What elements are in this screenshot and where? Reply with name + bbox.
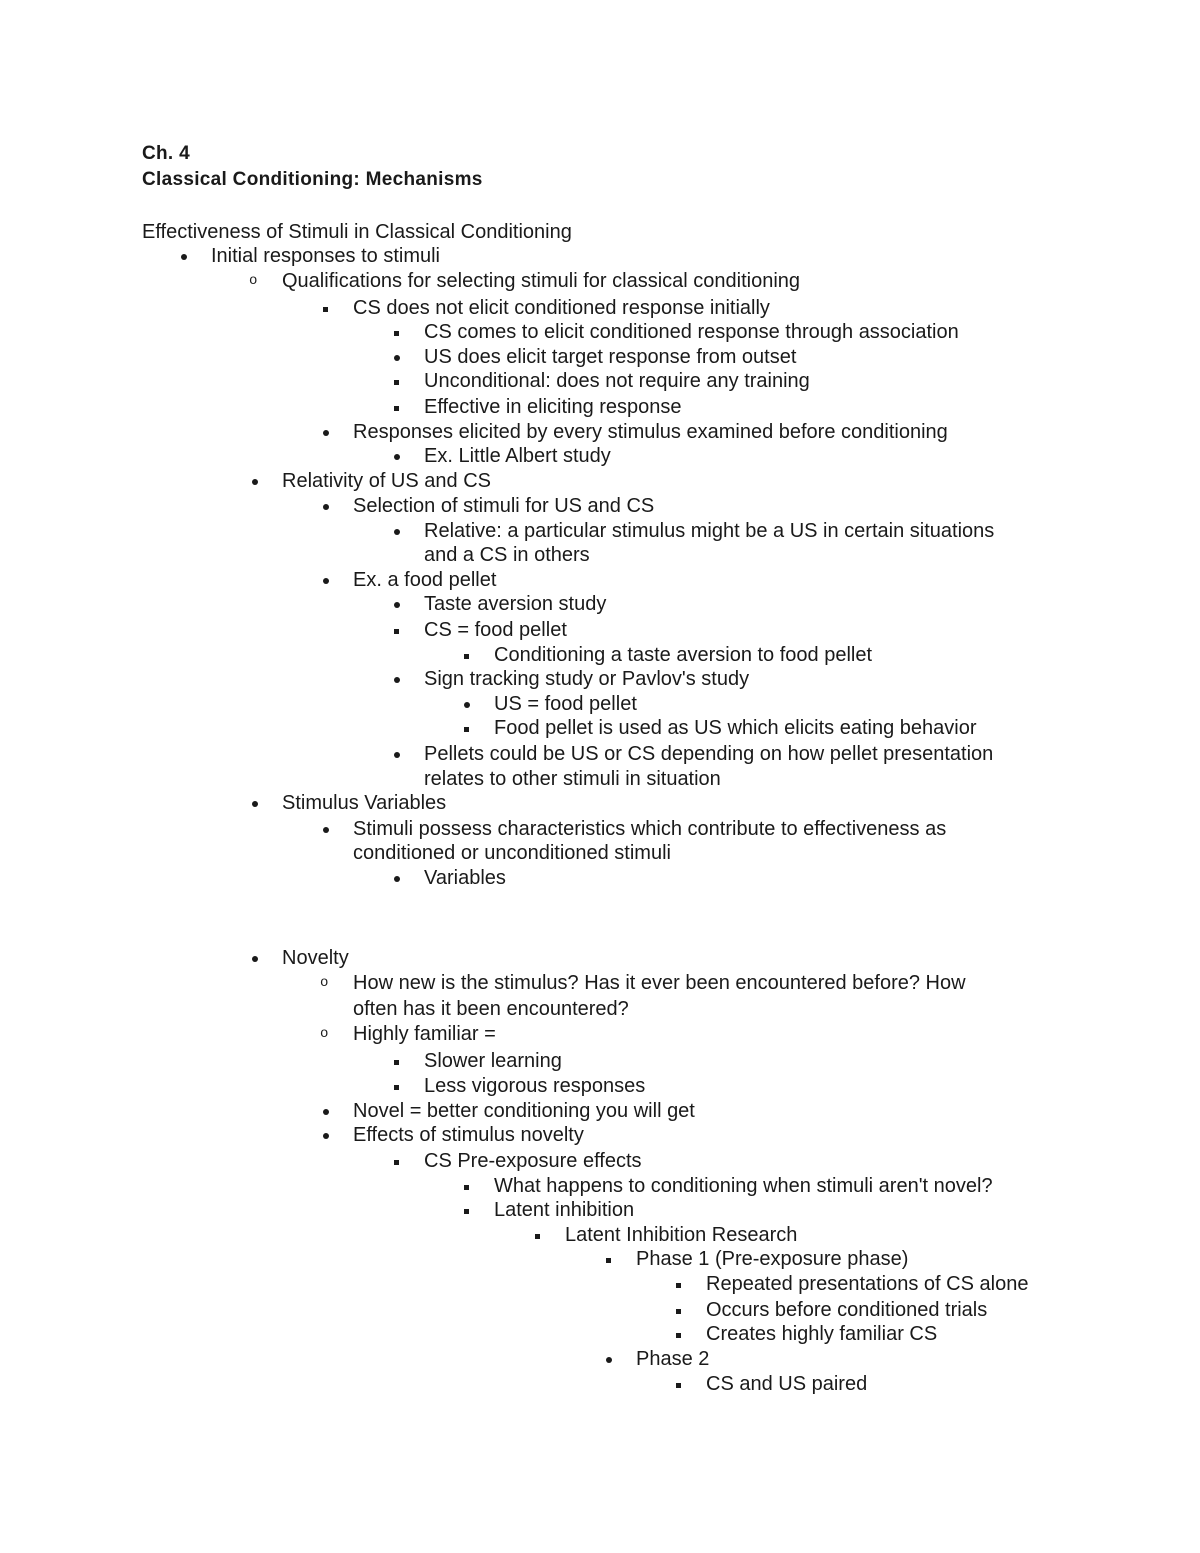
outline-item: Stimulus Variables xyxy=(282,792,447,814)
bullet-square-icon xyxy=(669,1323,689,1348)
bullet-square-icon xyxy=(316,297,336,322)
outline-item: Effective in eliciting response xyxy=(424,396,682,418)
bullet-dot-icon xyxy=(245,947,265,972)
outline-item: Sign tracking study or Pavlov's study xyxy=(424,668,750,690)
bullet-dot-icon xyxy=(457,693,477,718)
outline-item: Novel = better conditioning you will get xyxy=(353,1100,695,1122)
bullet-dot-icon xyxy=(316,495,336,520)
outline-item: CS and US paired xyxy=(706,1373,868,1395)
outline-item: Food pellet is used as US which elicits eating behavior xyxy=(494,717,977,739)
outline-item: Creates highly familiar CS xyxy=(706,1323,938,1345)
outline-item: Conditioning a taste aversion to food pellet xyxy=(494,644,873,666)
bullet-circle-icon xyxy=(245,270,265,295)
outline-item: Qualifications for selecting stimuli for classical conditioning xyxy=(282,270,801,292)
outline-item: US does elicit target response from outset xyxy=(424,346,797,368)
bullet-square-icon xyxy=(669,1373,689,1398)
outline-item: Latent inhibition xyxy=(494,1199,635,1221)
chapter-title: Classical Conditioning: Mechanisms xyxy=(142,169,483,190)
outline-item: CS = food pellet xyxy=(424,619,567,641)
bullet-square-icon xyxy=(387,370,407,395)
bullet-dot-icon xyxy=(316,1124,336,1149)
outline-item: What happens to conditioning when stimuli aren't novel? xyxy=(494,1175,993,1197)
outline-item: Variables xyxy=(424,867,506,889)
outline-item: Phase 1 (Pre-exposure phase) xyxy=(636,1248,909,1270)
bullet-square-icon xyxy=(457,1199,477,1224)
outline-item: CS does not elicit conditioned response initially xyxy=(353,297,770,319)
outline-item: CS comes to elicit conditioned response through association xyxy=(424,321,959,343)
bullet-dot-icon xyxy=(387,520,407,545)
outline-item: Occurs before conditioned trials xyxy=(706,1299,988,1321)
bullet-square-icon xyxy=(387,321,407,346)
bullet-dot-icon xyxy=(245,470,265,495)
bullet-square-icon xyxy=(387,1150,407,1175)
outline-item: and a CS in others xyxy=(424,544,590,566)
outline-item: Relative: a particular stimulus might be a US in certain situations xyxy=(424,520,995,542)
bullet-dot-icon xyxy=(316,421,336,446)
outline-item: Responses elicited by every stimulus examined before conditioning xyxy=(353,421,948,443)
bullet-dot-icon xyxy=(387,743,407,768)
bullet-dot-icon xyxy=(316,569,336,594)
outline-item: Stimuli possess characteristics which contribute to effectiveness as xyxy=(353,818,947,840)
bullet-square-icon xyxy=(387,1075,407,1100)
bullet-dot-icon xyxy=(387,346,407,371)
outline-item: Less vigorous responses xyxy=(424,1075,646,1097)
bullet-square-icon xyxy=(387,619,407,644)
bullet-square-icon xyxy=(457,717,477,742)
bullet-square-icon xyxy=(387,1050,407,1075)
outline-item: conditioned or unconditioned stimuli xyxy=(353,842,671,864)
bullet-dot-icon xyxy=(599,1348,619,1373)
bullet-circle-icon xyxy=(316,972,336,997)
outline-item: Phase 2 xyxy=(636,1348,710,1370)
outline-item: Effects of stimulus novelty xyxy=(353,1124,584,1146)
outline-item: US = food pellet xyxy=(494,693,637,715)
bullet-dot-icon xyxy=(387,668,407,693)
outline-item: Relativity of US and CS xyxy=(282,470,491,492)
bullet-dot-icon xyxy=(245,792,265,817)
bullet-dot-icon xyxy=(387,867,407,892)
bullet-square-icon xyxy=(528,1224,548,1249)
outline-item: Initial responses to stimuli xyxy=(211,245,440,267)
bullet-square-icon xyxy=(387,396,407,421)
bullet-dot-icon xyxy=(387,593,407,618)
bullet-square-icon xyxy=(599,1248,619,1273)
bullet-square-icon xyxy=(669,1273,689,1298)
outline-item: often has it been encountered? xyxy=(353,998,629,1020)
bullet-dot-icon xyxy=(174,245,194,270)
outline-item: Selection of stimuli for US and CS xyxy=(353,495,655,517)
bullet-square-icon xyxy=(457,644,477,669)
chapter-number: Ch. 4 xyxy=(142,143,190,164)
bullet-square-icon xyxy=(669,1299,689,1324)
outline-item: Ex. a food pellet xyxy=(353,569,497,591)
outline-item: Ex. Little Albert study xyxy=(424,445,611,467)
bullet-circle-icon xyxy=(316,1023,336,1048)
outline-item: Latent Inhibition Research xyxy=(565,1224,798,1246)
section-title: Effectiveness of Stimuli in Classical Conditioning xyxy=(142,221,572,243)
bullet-dot-icon xyxy=(316,818,336,843)
outline-item: Highly familiar = xyxy=(353,1023,496,1045)
bullet-dot-icon xyxy=(387,445,407,470)
outline-item: Slower learning xyxy=(424,1050,562,1072)
outline-item: CS Pre-exposure effects xyxy=(424,1150,642,1172)
outline-item: Novelty xyxy=(282,947,349,969)
bullet-square-icon xyxy=(457,1175,477,1200)
outline-item: How new is the stimulus? Has it ever been encountered before? How xyxy=(353,972,966,994)
outline-item: Taste aversion study xyxy=(424,593,607,615)
bullet-dot-icon xyxy=(316,1100,336,1125)
outline-item: Repeated presentations of CS alone xyxy=(706,1273,1029,1295)
outline-item: Pellets could be US or CS depending on how pellet presentation xyxy=(424,743,994,765)
outline-item: relates to other stimuli in situation xyxy=(424,768,721,790)
outline-item: Unconditional: does not require any training xyxy=(424,370,810,392)
